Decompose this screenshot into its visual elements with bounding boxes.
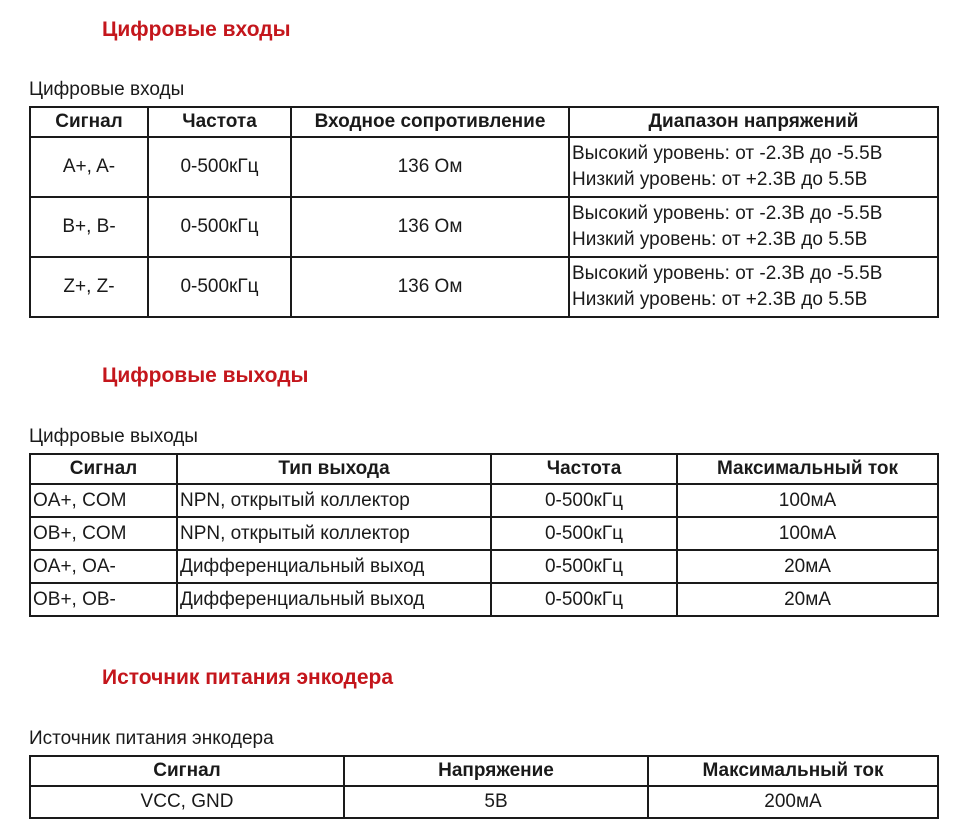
power-caption: Источник питания энкодера xyxy=(29,728,274,749)
outputs-header-max-current: Максимальный ток xyxy=(677,454,938,484)
frequency-cell: 0-500кГц xyxy=(148,257,291,317)
frequency-cell: 0-500кГц xyxy=(491,550,677,583)
outputs-caption: Цифровые выходы xyxy=(29,426,198,447)
signal-cell: OB+, COM xyxy=(30,517,177,550)
inputs-header-signal: Сигнал xyxy=(30,107,148,137)
range-low-text: Низкий уровень: от +2.3В до 5.5В xyxy=(572,169,868,190)
frequency-cell: 0-500кГц xyxy=(491,484,677,517)
power-header-signal: Сигнал xyxy=(30,756,344,786)
resistance-cell: 136 Ом xyxy=(291,197,569,257)
inputs-header-resistance: Входное сопротивление xyxy=(291,107,569,137)
max-current-cell: 20мА xyxy=(677,550,938,583)
output-type-cell: NPN, открытый коллектор xyxy=(177,484,491,517)
frequency-cell: 0-500кГц xyxy=(148,197,291,257)
outputs-header-frequency: Частота xyxy=(491,454,677,484)
power-header-voltage: Напряжение xyxy=(344,756,648,786)
signal-cell: OA+, OA- xyxy=(30,550,177,583)
outputs-header-signal: Сигнал xyxy=(30,454,177,484)
resistance-cell: 136 Ом xyxy=(291,257,569,317)
table-row xyxy=(30,197,938,257)
inputs-heading: Цифровые входы xyxy=(102,18,291,41)
inputs-table xyxy=(29,106,939,318)
table-row xyxy=(30,484,938,517)
inputs-header-row xyxy=(30,107,938,137)
frequency-cell: 0-500кГц xyxy=(148,137,291,197)
power-header-max-current: Максимальный ток xyxy=(648,756,938,786)
signal-cell: A+, A- xyxy=(30,137,148,197)
power-header-row xyxy=(30,756,938,786)
inputs-header-voltage-range: Диапазон напряжений xyxy=(569,107,938,137)
voltage-range-cell xyxy=(569,257,938,317)
table-row xyxy=(30,786,938,818)
signal-cell: OA+, COM xyxy=(30,484,177,517)
inputs-caption: Цифровые входы xyxy=(29,79,185,100)
range-high-text: Высокий уровень: от -2.3В до -5.5В xyxy=(572,143,883,164)
max-current-cell: 200мА xyxy=(648,786,938,818)
output-type-cell: Дифференциальный выход xyxy=(177,583,491,616)
output-type-cell: Дифференциальный выход xyxy=(177,550,491,583)
range-high-text: Высокий уровень: от -2.3В до -5.5В xyxy=(572,203,883,224)
frequency-cell: 0-500кГц xyxy=(491,517,677,550)
max-current-cell: 100мА xyxy=(677,484,938,517)
range-low-text: Низкий уровень: от +2.3В до 5.5В xyxy=(572,229,868,250)
outputs-heading: Цифровые выходы xyxy=(102,364,309,387)
signal-cell: OB+, OB- xyxy=(30,583,177,616)
max-current-cell: 100мА xyxy=(677,517,938,550)
outputs-header-row xyxy=(30,454,938,484)
table-row xyxy=(30,137,938,197)
frequency-cell: 0-500кГц xyxy=(491,583,677,616)
table-row xyxy=(30,583,938,616)
signal-cell: B+, B- xyxy=(30,197,148,257)
power-table xyxy=(29,755,939,819)
output-type-cell: NPN, открытый коллектор xyxy=(177,517,491,550)
voltage-range-cell xyxy=(569,197,938,257)
max-current-cell: 20мА xyxy=(677,583,938,616)
power-heading: Источник питания энкодера xyxy=(102,666,394,689)
table-row xyxy=(30,550,938,583)
signal-cell: Z+, Z- xyxy=(30,257,148,317)
table-row xyxy=(30,257,938,317)
resistance-cell: 136 Ом xyxy=(291,137,569,197)
signal-cell: VCC, GND xyxy=(30,786,344,818)
outputs-header-output-type: Тип выхода xyxy=(177,454,491,484)
range-high-text: Высокий уровень: от -2.3В до -5.5В xyxy=(572,263,883,284)
range-low-text: Низкий уровень: от +2.3В до 5.5В xyxy=(572,289,868,310)
voltage-range-cell xyxy=(569,137,938,197)
inputs-header-frequency: Частота xyxy=(148,107,291,137)
voltage-cell: 5В xyxy=(344,786,648,818)
table-row xyxy=(30,517,938,550)
outputs-table xyxy=(29,453,939,617)
